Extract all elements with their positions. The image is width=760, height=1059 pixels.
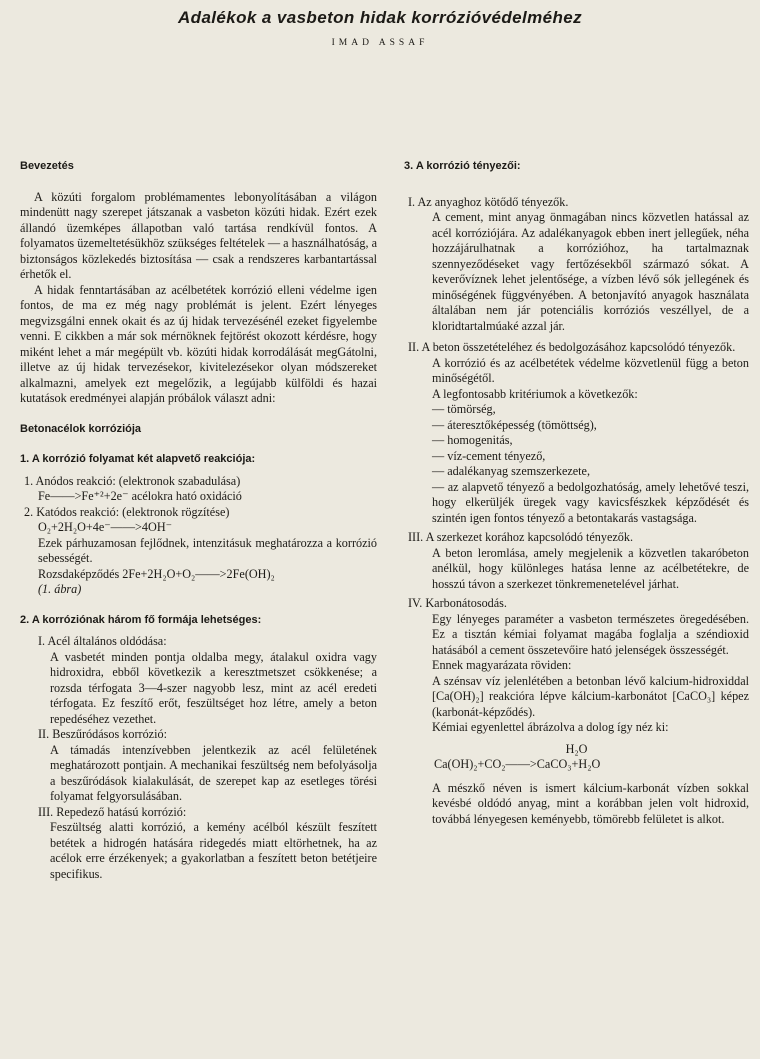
subsection-1-heading: 1. A korrózió folyamat két alapvető reakciója:: [20, 453, 256, 465]
article-title: Adalékok a vasbeton hidak korrózióvédelméhez: [177, 8, 582, 27]
factor-2-title: II. A beton összetételéhez és bedolgozásához kapcsolódó tényezők.: [408, 340, 736, 354]
criteria-item-last: — az alapvető tényező a bedolgozhatóság, amely lehetővé teszi, hogy elkerüljék üregek vagy kavicsfészkek képződését és szintén igen fontos tényező a betontakarás vastagsága.: [432, 479, 749, 525]
form-1-text: A vasbetét minden pontja oldalba megy, átalakul oxidra vagy hidroxidra, ebből következik a keresztmetszet csökkenése; a rozsda térfogata 3—4-szer nagyobb lesz, mint az acél eredeti térfogata. Ez feszítő erőt, feszültséget hoz létre, amely a beton repedéséhez vezethet.: [50, 649, 377, 726]
carbonation-equation: Ca(OH)₂+CO₂——>CaCO₃+H₂O: [434, 757, 601, 771]
form-3-text: Feszültség alatti korrózió, a kemény acélból készült feszített betétek a hidrogén hatására ridegedés miatt eltörhetnek, ha az acélok erre érzékenyek; a gyakorlatban a feszített beton betétjeire specifikus.: [50, 820, 377, 881]
form-2-title: II. Beszűródásos korrózió:: [38, 727, 167, 741]
cathodic-reaction: 2. Katódos reakció: (elektronok rögzítése): [24, 504, 230, 519]
equation-catalyst: H₂O: [565, 741, 588, 756]
factor-4-paragraph-2: Ennek magyarázata röviden:: [432, 658, 572, 672]
factor-1-title: I. Az anyaghoz kötődő tényezők.: [408, 194, 569, 209]
factor-4-title: IV. Karbonátosodás.: [408, 596, 507, 610]
subsection-3-heading: 3. A korrózió tényezői:: [404, 160, 521, 172]
left-column: [20, 159, 377, 882]
intro-paragraph-1: A közúti forgalom problémamentes lebonyolításában a világon mindenütt nagy szerepet játszanak a vasbeton közúti hidak. Ezért ezek állandó üzemképes állapotban való tartása rendkívül fontos. A folyamatos üzemeltetésükhöz szükséges feltételek — a használhatóság, a biztonságos közlekedés biztosítása — csak a rendszeres karbantartással érhetők el.: [20, 189, 377, 281]
intro-heading: Bevezetés: [20, 160, 74, 172]
criteria-item: — víz-cement tényező,: [432, 448, 546, 463]
criteria-item: — áteresztőképesség (tömöttség),: [432, 417, 597, 432]
figure-reference: (1. ábra): [38, 582, 82, 596]
cathodic-equation: O₂+2H₂O+4e⁻——>4OH⁻: [38, 520, 173, 534]
factor-4-paragraph-3: A szénsav víz jelenlétében a betonban lévő kalcium-hidroxiddal [Ca(OH)₂] reakcióra lépve kálcium-karbonátot [CaCO₃] képez (karbonát-képződés).: [432, 673, 749, 719]
form-2-text: A támadás intenzívebben jelentkezik az acél felületének meghatározott pontjain. A mechanikai feszültség nem befolyásolja a beszűródások kialakulását, de szerepet kap az esetleges törési folyamat felgyorsulásában.: [50, 742, 377, 803]
criteria-item: — tömörség,: [432, 402, 496, 416]
factor-1-text: A cement, mint anyag önmagában nincs közvetlen hatással az acél korróziójára. Az adalékanyagok ebben inert jellegűek, néha hozzájárulhatnak a korrózióhoz, ha tartalmaznak szennyeződéseket vagy fertőzésekből származó sókat. A keverővíznek lehet jelentősége, a vízben lévő sók jellegének és minőségének függvényében. A betonjavító anyagok használata általában nem jár potenciális korróziós veszéllyel, de a kloridtartalmúaké azzal jár.: [432, 210, 749, 333]
intro-paragraph-2: A hidak fenntartásában az acélbetétek korrózió elleni védelme igen fontos, de ma ez még nagy problémát is jelent. Ezért lényeges megvizsgálni ennek okait és az új hidak tervezésénél ezeket figyelembe venni. E cikkben a már sok mérnöknek fejtörést okozott kérdésre, hogy miként lehet a már megépült vb. közúti hidak korrodálását megGátolni, illetve az új hidak tervezésekor, kivitelezésekor olyan módszereket alkalmazni, amelyek ezt megelőzik, a legújabb külföldi és hazai kutatások eredményei alapján próbálok választ adni:: [20, 282, 377, 405]
subsection-2-heading: 2. A korróziónak három fő formája lehetséges:: [20, 613, 262, 626]
criteria-item: — homogenitás,: [432, 433, 513, 447]
factor-3-title: III. A szerkezet korához kapcsolódó tényezők.: [408, 530, 634, 544]
factor-4-paragraph-1: Egy lényeges paraméter a vasbeton természetes öregedésében. Ez a tisztán kémiai folyamat magába foglalja a széndioxid hatásából a cement összetevőire ható jelenségek összességét.: [432, 611, 749, 657]
cathodic-text: Ezek párhuzamosan fejlődnek, intenzitásuk meghatározza a korrózió sebességét.: [38, 535, 377, 565]
factor-3-text: A beton leromlása, amely megjelenik a közvetlen takaróbeton anélkül, hogy különleges hatása lenne az acélbetétekre, de hosszú távon a szerkezet tönkremenetelével járhat.: [432, 545, 749, 591]
anodic-reaction: 1. Anódos reakció: (elektronok szabadulása): [24, 473, 241, 488]
factor-4-paragraph-4: Kémiai egyenlettel ábrázolva a dolog így néz ki:: [432, 720, 669, 734]
anodic-equation: Fe——>Fe⁺²+2e⁻ acélokra ható oxidáció: [38, 489, 242, 503]
rust-equation: Rozsdaképződés 2Fe+2H₂O+O₂——>2Fe(OH)₂: [38, 566, 275, 581]
form-3-title: III. Repedező hatású korrózió:: [38, 804, 187, 819]
author-name: IMAD ASSAF: [331, 38, 429, 48]
factor-2-paragraph-1: A korrózió és az acélbetétek védelme közvetlenül függ a beton minőségétől.: [432, 355, 749, 385]
criteria-item: — adalékanyag szemszerkezete,: [432, 464, 591, 478]
section-heading: Betonacélok korróziója: [20, 422, 142, 435]
factor-4-paragraph-5: A mészkő néven is ismert kálcium-karbonát vízben sokkal kevésbé oldódó anyag, mint a korábban jelen volt hidroxid, továbbá lényegesen keményebb, tömörebb felületet is alkot.: [432, 780, 749, 826]
right-column: [404, 159, 749, 827]
factor-2-paragraph-2: A legfontosabb kritériumok a következők:: [432, 386, 638, 401]
form-1-title: I. Acél általános oldódása:: [38, 634, 167, 648]
